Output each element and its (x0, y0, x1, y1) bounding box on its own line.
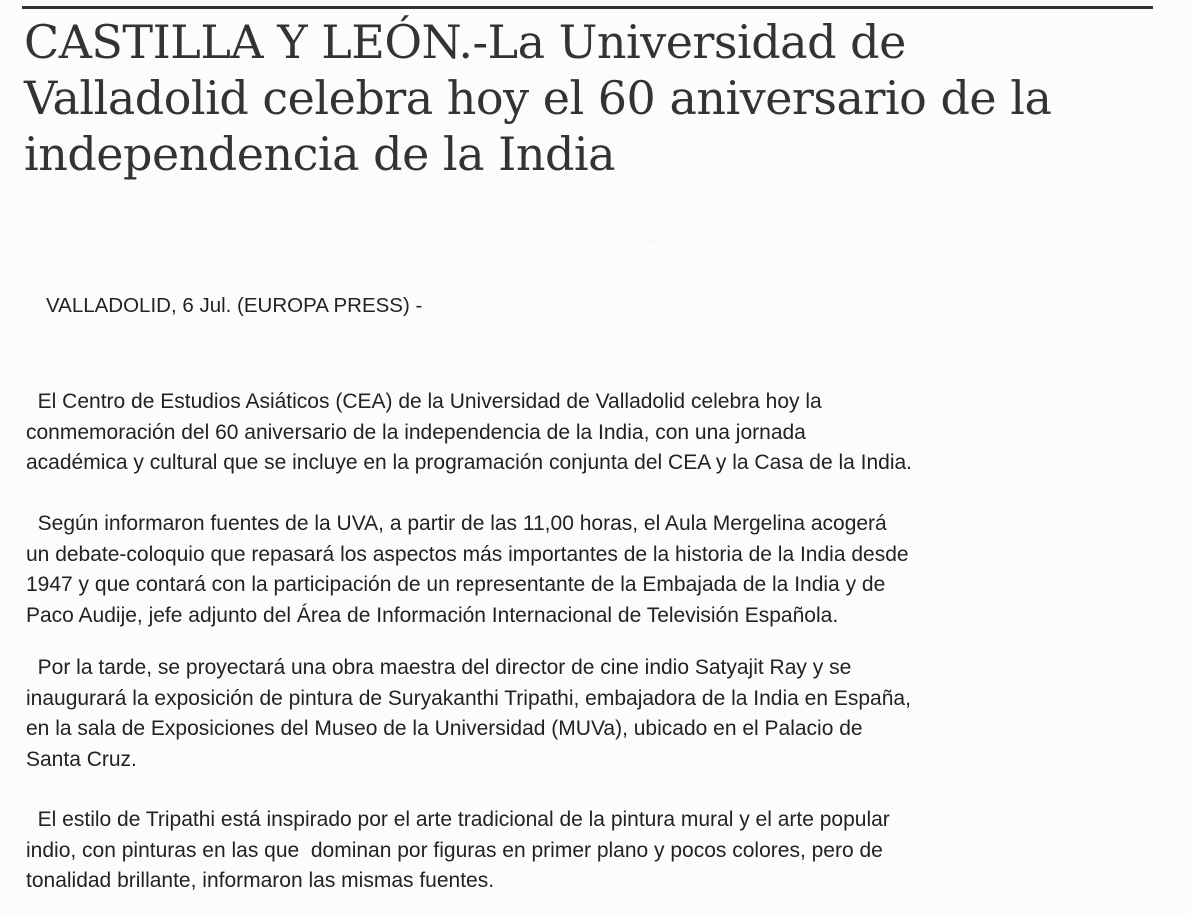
paragraph-line: tonalidad brillante, informaron las mismas fuentes. (26, 869, 495, 892)
paragraph-line: Según informaron fuentes de la UVA, a partir de las 11,00 horas, el Aula Mergelina acogerá (26, 512, 887, 535)
paragraph-line: académica y cultural que se incluye en la programación conjunta del CEA y la Casa de la India. (26, 451, 913, 474)
paragraph-line: un debate-coloquio que repasará los aspectos más importantes de la historia de la India desde (26, 542, 909, 566)
article-paragraph-2 (26, 509, 1171, 631)
paragraph-line: Por la tarde, se proyectará una obra maestra del director de cine indio Satyajit Ray y se (26, 656, 852, 679)
headline-line: CASTILLA Y LEÓN.-La Universidad de (24, 15, 906, 69)
paragraph-line: indio, con pinturas en las que dominan por figuras en primer plano y pocos colores, pero de (26, 838, 883, 862)
top-rule (22, 6, 1153, 9)
paragraph-line: El estilo de Tripathi está inspirado por el arte tradicional de la pintura mural y el arte popular (26, 808, 890, 831)
paragraph-line: El Centro de Estudios Asiáticos (CEA) de la Universidad de Valladolid celebra hoy la (26, 390, 822, 413)
article-dateline: VALLADOLID, 6 Jul. (EUROPA PRESS) - (46, 294, 423, 317)
article-headline (24, 14, 1164, 182)
paragraph-line: inaugurará la exposición de pintura de Suryakanthi Tripathi, embajadora de la India en España, (26, 686, 911, 710)
paragraph-line: Paco Audije, jefe adjunto del Área de Información Internacional de Televisión Española. (26, 603, 839, 627)
paragraph-line: Santa Cruz. (26, 747, 137, 771)
paragraph-line: conmemoración del 60 aniversario de la independencia de la India, con una jornada (26, 420, 806, 444)
article-paragraph-1 (26, 387, 1171, 479)
article-paragraph-3 (26, 653, 1171, 775)
article-paragraph-4 (26, 805, 1171, 897)
headline-line: independencia de la India (24, 127, 616, 182)
paragraph-line: 1947 y que contará con la participación de un representante de la Embajada de la India y de (26, 573, 886, 596)
scan-smudge: · ˙ · (650, 240, 661, 247)
paragraph-line: en la sala de Exposiciones del Museo de la Universidad (MUVa), ubicado en el Palacio de (26, 717, 863, 740)
headline-line: Valladolid celebra hoy el 60 aniversario de la (24, 71, 1052, 126)
